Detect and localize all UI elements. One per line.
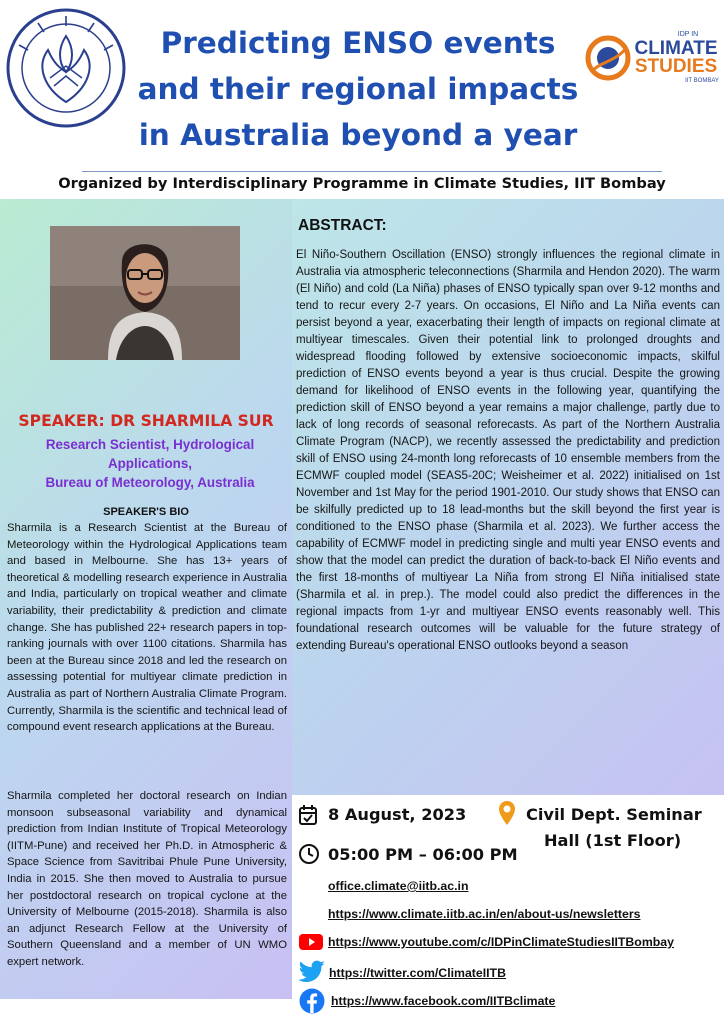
event-time: 05:00 PM – 06:00 PM — [328, 845, 518, 864]
speaker-portrait — [50, 226, 240, 360]
event-venue-line: Civil Dept. Seminar — [526, 805, 702, 824]
facebook-link[interactable]: https://www.facebook.com/IITBclimate — [331, 994, 556, 1008]
title-line: in Australia beyond a year — [138, 118, 578, 152]
speaker-photo — [50, 226, 240, 360]
page-title — [128, 20, 588, 158]
bio-paragraph: Sharmila is a Research Scientist at the Bureau of Meteorology within the Hydrological Applications team and based in Melbourne. She has 13+ years of theoretical & modelling research experience in Australia and India, particularly on tropical weather and climate variability, their predictability & prediction and climate change. She has published 22+ research papers in top-ranking journals with over 1100 citations. Sharmila has been at the Bureau since 2018 and led the research on assessing potential for multiyear climate prediction in Australia as part of Northern Australia Climate Program. Currently, Sharmila is the scientific and technical lead of compound event research applications at the Bureau. — [7, 522, 287, 734]
event-venue-line: Hall (1st Floor) — [544, 831, 682, 850]
speaker-role — [14, 435, 286, 492]
facebook-icon — [299, 988, 325, 1014]
bio-heading: SPEAKER'S BIO — [103, 506, 189, 518]
logo-main-text-1: CLIMATE — [634, 38, 718, 59]
title-line: and their regional impacts — [137, 72, 579, 106]
title-line: Predicting ENSO events — [160, 26, 556, 60]
climate-studies-logo — [584, 22, 720, 92]
youtube-link[interactable]: https://www.youtube.com/c/IDPinClimateStudiesIITBombay — [328, 935, 674, 949]
location-pin-icon — [498, 800, 516, 826]
twitter-link[interactable]: https://twitter.com/ClimateIITB — [329, 966, 506, 980]
speaker-role-line: Bureau of Meteorology, Australia — [45, 475, 255, 490]
clock-icon — [298, 843, 320, 865]
speaker-name: SPEAKER: DR SHARMILA SUR — [18, 412, 274, 430]
email-link[interactable]: office.climate@iitb.ac.in — [328, 879, 469, 893]
youtube-icon — [299, 933, 323, 951]
abstract-body: El Niño-Southern Oscillation (ENSO) strongly influences the regional climate in Australia via atmospheric teleconnections (Sharmila and Hendon 2020). The warm (El Niño) and cold (La Niña) phases of ENSO typically span over 9-12 months and tend to recur every 2-7 years. On occasions, El Niño and La Niña events can persist beyond a year, exacerbating their length of impacts on regional climate at multiyear timescales. Given their potential link to prolonged droughts and widespread flooding followed by extensive socioeconomic impacts, skilful prediction of ENSO events beyond a year is thus crucial. Despite the growing demand for likelihood of ENSO events in the following year, quantifying the prediction skill of ENSO beyond a year remains a major challenge, partly due to lack of long records of seasonal reforecasts. As part of the Northern Australia Climate Program (NACP), we recently assessed the predictability and prediction skill of ENSO using 24-month long reforecasts of 10 ensemble members from the ECMWF coupled model (SEAS5-20C; Weisheimer et al. 2022) initialised on 1st November and 1st May for the period 1901-2010. Our study shows that ENSO can be skilfully predicted up to 18 lead-months but the skill beyond the first year is conditioned to the ENSO phase (Sharmila et al. 2023). We further access the capability of ECMWF model in predicting single and multi year ENSO events and show that the model can predict the duration of back-to-back El Niño events and the first 18-months of multiyear La Niña from strong El Niña initialised state (Sharmila et al. in prep.). The model could also predict the differences in the regional impacts from 1-yr and multiyear ENSO events reasonably well. This foundational research outcomes will be valuable for the future strategy of extending Bureau's operational ENSO outlooks beyond a season — [296, 249, 720, 652]
logo-top-text: IDP IN — [677, 31, 699, 38]
iit-bombay-logo — [4, 6, 128, 130]
twitter-icon — [298, 960, 326, 984]
logo-sub-text: IIT BOMBAY — [685, 78, 719, 84]
calendar-icon — [298, 804, 318, 826]
logo-main-text-2: STUDIES — [634, 56, 718, 77]
organizer-line: Organized by Interdisciplinary Programme in Climate Studies, IIT Bombay — [58, 175, 666, 192]
event-date: 8 August, 2023 — [328, 805, 467, 824]
abstract-heading: ABSTRACT: — [298, 217, 387, 234]
speaker-role-line: Applications, — [107, 456, 193, 471]
title-divider — [82, 171, 662, 172]
bio-paragraph: Sharmila completed her doctoral research on Indian monsoon subseasonal variability and dynamical prediction from Indian Institute of Tropical Meteorology (IITM-Pune) and received her Ph.D. in Atmospheric & Space Science from Savitribai Phule Pune University, India in 2015. She then moved to Australia to pursue her postdoctoral research on tropical cyclone at the University of Melbourne (2015-2018). Sharmila is also an adjunct Research Fellow at the University of Southern Queensland and a member of UN WMO expert network. — [7, 790, 287, 968]
newsletter-link[interactable]: https://www.climate.iitb.ac.in/en/about-us/newsletters — [328, 907, 641, 921]
speaker-role-line: Research Scientist, Hydrological — [45, 437, 255, 452]
